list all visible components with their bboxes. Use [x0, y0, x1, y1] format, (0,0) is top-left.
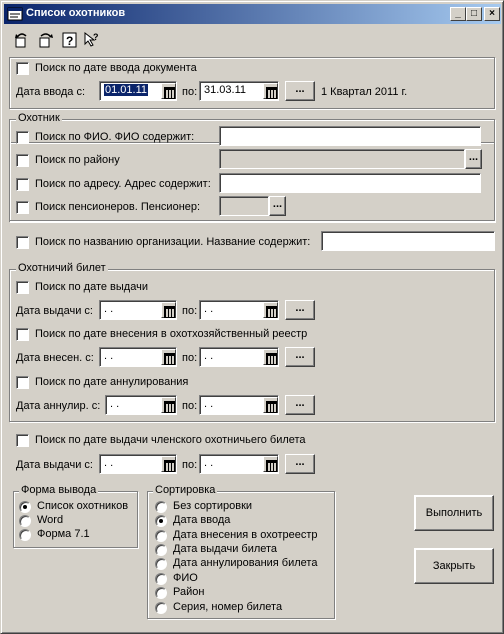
org-name-input[interactable]	[321, 231, 495, 251]
ticket-group-title: Охотничий билет	[18, 262, 106, 274]
pensioner-select-button[interactable]: ...	[269, 196, 286, 216]
doc-date-from-calendar-button[interactable]	[161, 83, 176, 99]
doc-date-from-field[interactable]: 01.01.11	[99, 81, 177, 101]
member-ticket-to-calendar-button[interactable]	[263, 456, 278, 472]
annul-date-from-calendar-button[interactable]	[161, 397, 176, 413]
sort-radio-none[interactable]	[155, 501, 167, 513]
fio-label: Поиск по ФИО. ФИО содержит:	[35, 131, 195, 143]
close-window-button[interactable]: ×	[484, 7, 500, 21]
registry-date-to-field[interactable]: . .	[199, 347, 279, 367]
address-checkbox[interactable]	[16, 178, 29, 191]
annul-date-checkbox[interactable]	[16, 376, 29, 389]
annul-date-check-label: Поиск по дате аннулирования	[35, 376, 189, 388]
redo-icon[interactable]	[37, 31, 55, 49]
issue-date-from-label: Дата выдачи с:	[16, 305, 93, 317]
sorting-title: Сортировка	[155, 484, 216, 496]
issue-date-to-field[interactable]: . .	[199, 300, 279, 320]
pensioner-checkbox[interactable]	[16, 201, 29, 214]
address-input[interactable]	[219, 173, 481, 193]
member-ticket-from-label: Дата выдачи с:	[16, 459, 93, 471]
sort-option-issue-date: Дата выдачи билета	[173, 543, 278, 555]
district-select-button[interactable]: ...	[465, 149, 482, 169]
member-ticket-check-label: Поиск по дате выдачи членского охотничьего билета	[35, 434, 306, 446]
close-button[interactable]: Закрыть	[414, 548, 494, 584]
issue-date-from-field[interactable]: . .	[99, 300, 177, 320]
pointer-help-icon[interactable]	[83, 31, 101, 49]
member-ticket-checkbox[interactable]	[16, 434, 29, 447]
doc-date-to-calendar-button[interactable]	[263, 83, 278, 99]
output-radio-form71[interactable]	[19, 529, 31, 541]
issue-date-check-label: Поиск по дате выдачи	[35, 281, 148, 293]
pensioner-label: Поиск пенсионеров. Пенсионер:	[35, 201, 201, 213]
issue-date-period-button[interactable]: ...	[285, 300, 315, 320]
svg-text:?: ?	[66, 34, 74, 48]
sort-radio-ticket-number[interactable]	[155, 602, 167, 614]
pensioner-field	[219, 196, 269, 216]
registry-date-from-label: Дата внесен. с:	[16, 352, 94, 364]
district-label: Поиск по району	[35, 154, 120, 166]
district-field	[219, 149, 465, 169]
annul-date-from-field[interactable]: . .	[105, 395, 177, 415]
registry-date-from-field[interactable]: . .	[99, 347, 177, 367]
output-option-hunters-list: Список охотников	[37, 500, 129, 512]
output-radio-word[interactable]	[19, 515, 31, 527]
doc-date-period-button[interactable]: ...	[285, 81, 315, 101]
annul-date-to-label: по:	[182, 400, 198, 412]
member-ticket-to-field[interactable]: . .	[199, 454, 279, 474]
member-ticket-from-calendar-button[interactable]	[161, 456, 176, 472]
fio-checkbox[interactable]	[16, 131, 29, 144]
window-title: Список охотников	[26, 7, 126, 19]
hunter-group-title: Охотник	[18, 112, 60, 124]
registry-date-to-calendar-button[interactable]	[263, 349, 278, 365]
annul-date-period-button[interactable]: ...	[285, 395, 315, 415]
address-label: Поиск по адресу. Адрес содержит:	[35, 178, 211, 190]
sort-option-registry-date: Дата внесения в охотреестр	[173, 529, 318, 541]
issue-date-to-label: по:	[182, 305, 198, 317]
sort-radio-entry-date[interactable]	[155, 515, 167, 527]
execute-button[interactable]: Выполнить	[414, 495, 494, 531]
org-checkbox[interactable]	[16, 236, 29, 249]
minimize-button[interactable]: _	[450, 7, 466, 21]
annul-date-to-calendar-button[interactable]	[263, 397, 278, 413]
app-form-icon	[7, 6, 23, 22]
sort-option-none: Без сортировки	[173, 500, 253, 512]
issue-date-from-calendar-button[interactable]	[161, 302, 176, 318]
fio-input[interactable]	[219, 126, 481, 146]
sort-option-annul-date: Дата аннулирования билета	[173, 557, 318, 569]
district-checkbox[interactable]	[16, 154, 29, 167]
registry-date-from-calendar-button[interactable]	[161, 349, 176, 365]
sort-radio-registry-date[interactable]	[155, 530, 167, 542]
registry-date-checkbox[interactable]	[16, 328, 29, 341]
sort-option-ticket-number: Серия, номер билета	[173, 601, 283, 613]
sort-radio-issue-date[interactable]	[155, 544, 167, 556]
issue-date-checkbox[interactable]	[16, 281, 29, 294]
doc-date-to-label: по:	[182, 86, 198, 98]
output-radio-hunters-list[interactable]	[19, 501, 31, 513]
sort-option-district: Район	[173, 586, 205, 598]
doc-date-period-text: 1 Квартал 2011 г.	[321, 86, 408, 98]
annul-date-to-field[interactable]: . .	[199, 395, 279, 415]
org-label: Поиск по названию организации. Название содержит:	[35, 236, 311, 248]
output-option-form71: Форма 7.1	[37, 528, 90, 540]
member-ticket-to-label: по:	[182, 459, 198, 471]
registry-date-check-label: Поиск по дате внесения в охотхозяйственный реестр	[35, 328, 308, 340]
help-icon[interactable]	[61, 31, 79, 49]
sort-option-fio: ФИО	[173, 572, 198, 584]
member-ticket-period-button[interactable]: ...	[285, 454, 315, 474]
issue-date-to-calendar-button[interactable]	[263, 302, 278, 318]
doc-date-checkbox[interactable]	[16, 62, 29, 75]
title-bar[interactable]	[4, 4, 501, 24]
sort-radio-district[interactable]	[155, 587, 167, 599]
doc-date-to-field[interactable]: 31.03.11	[199, 81, 279, 101]
maximize-button[interactable]: □	[466, 7, 482, 21]
sort-radio-annul-date[interactable]	[155, 558, 167, 570]
annul-date-from-label: Дата аннулир. с:	[16, 400, 101, 412]
member-ticket-from-field[interactable]: . .	[99, 454, 177, 474]
registry-date-to-label: по:	[182, 352, 198, 364]
sort-option-entry-date: Дата ввода	[173, 514, 231, 526]
doc-date-checkbox-label: Поиск по дате ввода документа	[35, 62, 197, 74]
sort-radio-fio[interactable]	[155, 573, 167, 585]
output-option-word: Word	[37, 514, 64, 526]
registry-date-period-button[interactable]: ...	[285, 347, 315, 367]
doc-date-from-label: Дата ввода с:	[16, 86, 86, 98]
svg-text:?: ?	[93, 32, 99, 42]
output-form-title: Форма вывода	[21, 484, 97, 496]
undo-icon[interactable]	[13, 31, 31, 49]
